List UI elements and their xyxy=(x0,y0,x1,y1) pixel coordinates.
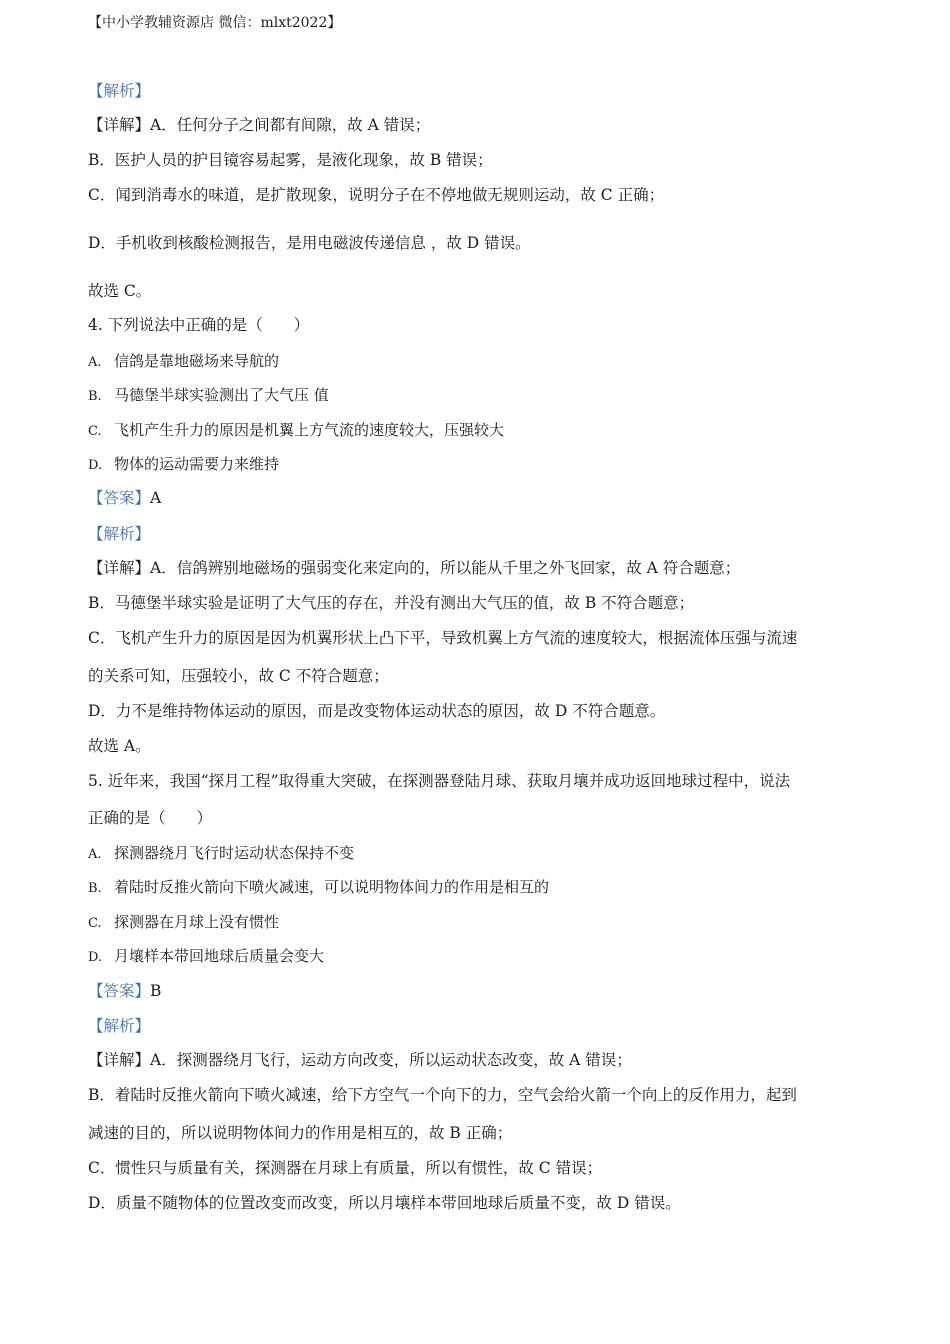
conclusion: 故选 A。 xyxy=(88,737,151,755)
analysis-tag: 【解析】 xyxy=(88,82,151,100)
option-c xyxy=(88,423,504,438)
analysis-tag: 【解析】 xyxy=(88,1017,151,1035)
option-text: 马德堡半球实验测出了大气压 值 xyxy=(114,386,329,404)
option-letter: D. xyxy=(88,950,103,965)
detail-text: A．信鸽辨别地磁场的强弱变化来定向的，所以能从千里之外飞回家，故 A 符合题意； xyxy=(150,559,741,577)
detail-line: C．闻到消毒水的味道，是扩散现象，说明分子在不停地做无规则运动，故 C 正确； xyxy=(88,186,665,204)
option-a xyxy=(88,846,354,861)
option-c xyxy=(88,915,279,930)
option-a xyxy=(88,354,279,369)
answer-value: A xyxy=(150,489,162,507)
answer-tag: 【答案】 xyxy=(88,489,151,507)
answer-tag: 【答案】 xyxy=(88,982,151,1000)
conclusion: 故选 C。 xyxy=(88,282,152,300)
answer-value: B xyxy=(150,982,162,1000)
detail-line: D．力不是维持物体运动的原因，而是改变物体运动状态的原因，故 D 不符合题意。 xyxy=(88,702,666,720)
detail-line xyxy=(88,1053,632,1069)
option-d xyxy=(88,457,279,472)
option-text: 探测器绕月飞行时运动状态保持不变 xyxy=(114,844,355,862)
page-header: 【中小学教辅资源店 微信：mlxt2022】 xyxy=(88,15,342,31)
option-d xyxy=(88,949,324,964)
option-letter: B. xyxy=(88,881,102,896)
detail-line xyxy=(88,561,740,577)
option-letter: A. xyxy=(88,355,102,370)
detail-line: 减速的目的，所以说明物体间力的作用是相互的，故 B 正确； xyxy=(88,1124,513,1142)
detail-tag: 【详解】 xyxy=(88,1051,151,1069)
option-text: 着陆时反推火箭向下喷火减速，可以说明物体间力的作用是相互的 xyxy=(114,878,550,896)
detail-line: D．质量不随物体的位置改变而改变，所以月壤样本带回地球后质量不变，故 D 错误。 xyxy=(88,1194,681,1212)
option-text: 探测器在月球上没有惯性 xyxy=(114,913,280,931)
detail-text: A．任何分子之间都有间隙，故 A 错误； xyxy=(150,116,431,134)
option-letter: D. xyxy=(88,458,103,473)
answer-line xyxy=(88,491,161,507)
option-letter: C. xyxy=(88,916,102,931)
question-stem: 5. 近年来，我国“探月工程”取得重大突破，在探测器登陆月球、获取月壤并成功返回地球过程中，说法 xyxy=(88,772,791,790)
option-b xyxy=(88,388,329,403)
question-stem: 4. 下列说法中正确的是（ ） xyxy=(88,316,310,334)
answer-line xyxy=(88,984,161,1000)
option-letter: C. xyxy=(88,424,102,439)
detail-line xyxy=(88,118,430,134)
detail-line: B．马德堡半球实验是证明了大气压的存在，并没有测出大气压的值，故 B 不符合题意； xyxy=(88,594,695,612)
option-b xyxy=(88,880,549,895)
detail-line: B．着陆时反推火箭向下喷火减速，给下方空气一个向下的力，空气会给火箭一个向上的反作用力，起到 xyxy=(88,1086,797,1104)
option-text: 信鸽是靠地磁场来导航的 xyxy=(114,352,280,370)
option-text: 飞机产生升力的原因是机翼上方气流的速度较大，压强较大 xyxy=(114,421,505,439)
option-letter: B. xyxy=(88,389,102,404)
detail-line: D．手机收到核酸检测报告，是用电磁波传递信息 ，故 D 错误。 xyxy=(88,234,531,252)
analysis-tag: 【解析】 xyxy=(88,525,151,543)
detail-text: A．探测器绕月飞行，运动方向改变，所以运动状态改变，故 A 错误； xyxy=(150,1051,632,1069)
detail-tag: 【详解】 xyxy=(88,559,151,577)
detail-tag: 【详解】 xyxy=(88,116,151,134)
option-text: 月壤样本带回地球后质量会变大 xyxy=(114,947,325,965)
option-text: 物体的运动需要力来维持 xyxy=(114,455,280,473)
detail-line: C．惯性只与质量有关，探测器在月球上有质量，所以有惯性，故 C 错误； xyxy=(88,1159,603,1177)
detail-line: B．医护人员的护目镜容易起雾，是液化现象，故 B 错误； xyxy=(88,151,493,169)
detail-line: C．飞机产生升力的原因是因为机翼形状上凸下平，导致机翼上方气流的速度较大，根据流体压强与流速 xyxy=(88,629,798,647)
detail-line: 的关系可知，压强较小，故 C 不符合题意； xyxy=(88,667,389,685)
question-stem-cont: 正确的是（ ） xyxy=(88,809,213,827)
option-letter: A. xyxy=(88,847,102,862)
